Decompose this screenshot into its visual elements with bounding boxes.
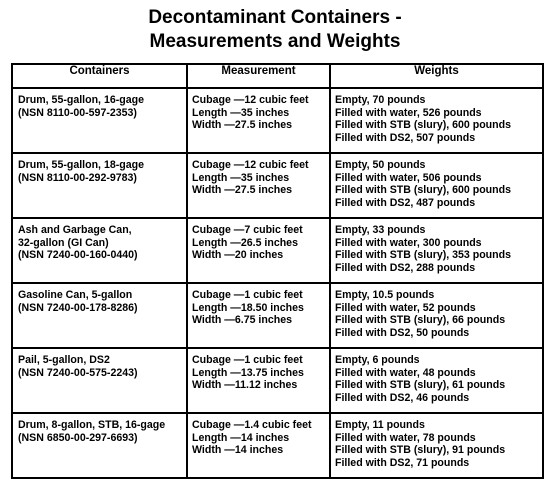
measurement-cell-line: Width —14 inches xyxy=(192,444,284,456)
measurement-cell-line: Cubage —1.4 cubic feet xyxy=(192,419,312,431)
measurement-cell-line: Length —18.50 inches xyxy=(192,301,304,314)
container-cell-line: (NSN 6850-00-297-6693) xyxy=(18,431,138,444)
measurement-cell-line: Length —35 inches xyxy=(192,171,290,184)
container-cell-line: (NSN 8110-00-292-9783) xyxy=(18,171,137,184)
table-row xyxy=(12,153,543,218)
container-cell-line: (NSN 7240-00-178-8286) xyxy=(18,301,138,314)
container-cell-line: 32-gallon (GI Can) xyxy=(18,236,109,249)
weights-cell-line: Filled with water, 300 pounds xyxy=(335,236,482,249)
container-cell-line: Drum, 8-gallon, STB, 16-gage xyxy=(18,419,166,431)
weights-cell-line: Filled with STB (slury), 91 pounds xyxy=(335,444,506,456)
measurement-cell xyxy=(187,218,330,283)
measurement-cell-line: Length —26.5 inches xyxy=(192,236,298,249)
weights-cell-line: Filled with DS2, 288 pounds xyxy=(335,261,476,274)
weights-cell xyxy=(330,218,543,283)
container-cell-line: Drum, 55-gallon, 18-gage xyxy=(18,159,144,171)
table-row xyxy=(12,348,543,413)
measurement-cell-line: Cubage —1 cubic feet xyxy=(192,289,303,301)
weights-cell-line: Filled with DS2, 487 pounds xyxy=(335,196,476,209)
measurement-cell-line: Width —27.5 inches xyxy=(192,184,292,196)
table-row xyxy=(12,283,543,348)
weights-cell-line: Filled with DS2, 507 pounds xyxy=(335,131,476,144)
measurement-cell-line: Length —35 inches xyxy=(192,106,290,119)
weights-cell-line: Empty, 10.5 pounds xyxy=(335,289,435,301)
weights-cell xyxy=(330,88,543,153)
container-cell xyxy=(12,153,187,218)
weights-cell-line: Filled with DS2, 46 pounds xyxy=(335,391,470,404)
container-cell-line: (NSN 8110-00-597-2353) xyxy=(18,106,137,119)
weights-cell xyxy=(330,283,543,348)
container-cell xyxy=(12,283,187,348)
document-title xyxy=(0,6,550,54)
measurement-cell-line: Width —11.12 inches xyxy=(192,379,298,391)
containers-table xyxy=(11,63,544,479)
table-row xyxy=(12,88,543,153)
weights-cell-line: Filled with water, 526 pounds xyxy=(335,106,482,119)
header-weights: Weights xyxy=(330,64,543,88)
weights-cell-line: Empty, 50 pounds xyxy=(335,159,426,171)
weights-cell-line: Filled with DS2, 50 pounds xyxy=(335,326,470,339)
measurement-cell-line: Cubage —1 cubic feet xyxy=(192,354,303,366)
container-cell xyxy=(12,218,187,283)
header-measurement: Measurement xyxy=(187,64,330,88)
weights-cell-line: Filled with water, 52 pounds xyxy=(335,301,476,314)
measurement-cell xyxy=(187,283,330,348)
measurement-cell-line: Width —27.5 inches xyxy=(192,119,292,131)
weights-cell xyxy=(330,348,543,413)
weights-cell-line: Filled with STB (slury), 600 pounds xyxy=(335,184,511,196)
weights-cell-line: Empty, 70 pounds xyxy=(335,94,426,106)
weights-cell-line: Empty, 11 pounds xyxy=(335,419,425,431)
table-row xyxy=(12,218,543,283)
measurement-cell-line: Cubage —12 cubic feet xyxy=(192,159,309,171)
container-cell-line: (NSN 7240-00-575-2243) xyxy=(18,366,138,379)
weights-cell-line: Filled with water, 48 pounds xyxy=(335,366,476,379)
weights-cell-line: Filled with DS2, 71 pounds xyxy=(335,456,470,469)
weights-cell xyxy=(330,153,543,218)
container-cell xyxy=(12,413,187,478)
weights-cell-line: Filled with STB (slury), 61 pounds xyxy=(335,379,506,391)
measurement-cell xyxy=(187,153,330,218)
weights-cell-line: Filled with water, 78 pounds xyxy=(335,431,476,444)
container-cell-line: Pail, 5-gallon, DS2 xyxy=(18,354,110,366)
weights-cell-line: Filled with STB (slury), 353 pounds xyxy=(335,249,511,261)
measurement-cell-line: Cubage —12 cubic feet xyxy=(192,94,309,106)
measurement-cell-line: Cubage —7 cubic feet xyxy=(192,224,303,236)
container-cell xyxy=(12,348,187,413)
weights-cell-line: Filled with STB (slury), 66 pounds xyxy=(335,314,506,326)
container-cell-line: (NSN 7240-00-160-0440) xyxy=(18,249,138,261)
container-cell xyxy=(12,88,187,153)
measurement-cell-line: Length —14 inches xyxy=(192,431,290,444)
weights-cell-line: Filled with STB (slury), 600 pounds xyxy=(335,119,511,131)
weights-cell-line: Empty, 33 pounds xyxy=(335,224,426,236)
title-line-1: Decontaminant Containers - xyxy=(148,7,402,28)
weights-cell xyxy=(330,413,543,478)
measurement-cell xyxy=(187,413,330,478)
container-cell-line: Drum, 55-gallon, 16-gage xyxy=(18,94,144,106)
container-cell-line: Ash and Garbage Can, xyxy=(18,224,132,236)
table-body xyxy=(12,88,543,478)
container-cell-line: Gasoline Can, 5-gallon xyxy=(18,289,133,301)
weights-cell-line: Empty, 6 pounds xyxy=(335,354,420,366)
title-line-2: Measurements and Weights xyxy=(149,31,401,52)
table-row xyxy=(12,413,543,478)
measurement-cell-line: Width —6.75 inches xyxy=(192,314,292,326)
measurement-cell xyxy=(187,348,330,413)
measurement-cell xyxy=(187,88,330,153)
table-header-row xyxy=(12,64,543,88)
weights-cell-line: Filled with water, 506 pounds xyxy=(335,171,482,184)
measurement-cell-line: Length —13.75 inches xyxy=(192,366,304,379)
measurement-cell-line: Width —20 inches xyxy=(192,249,284,261)
header-containers: Containers xyxy=(12,64,187,88)
